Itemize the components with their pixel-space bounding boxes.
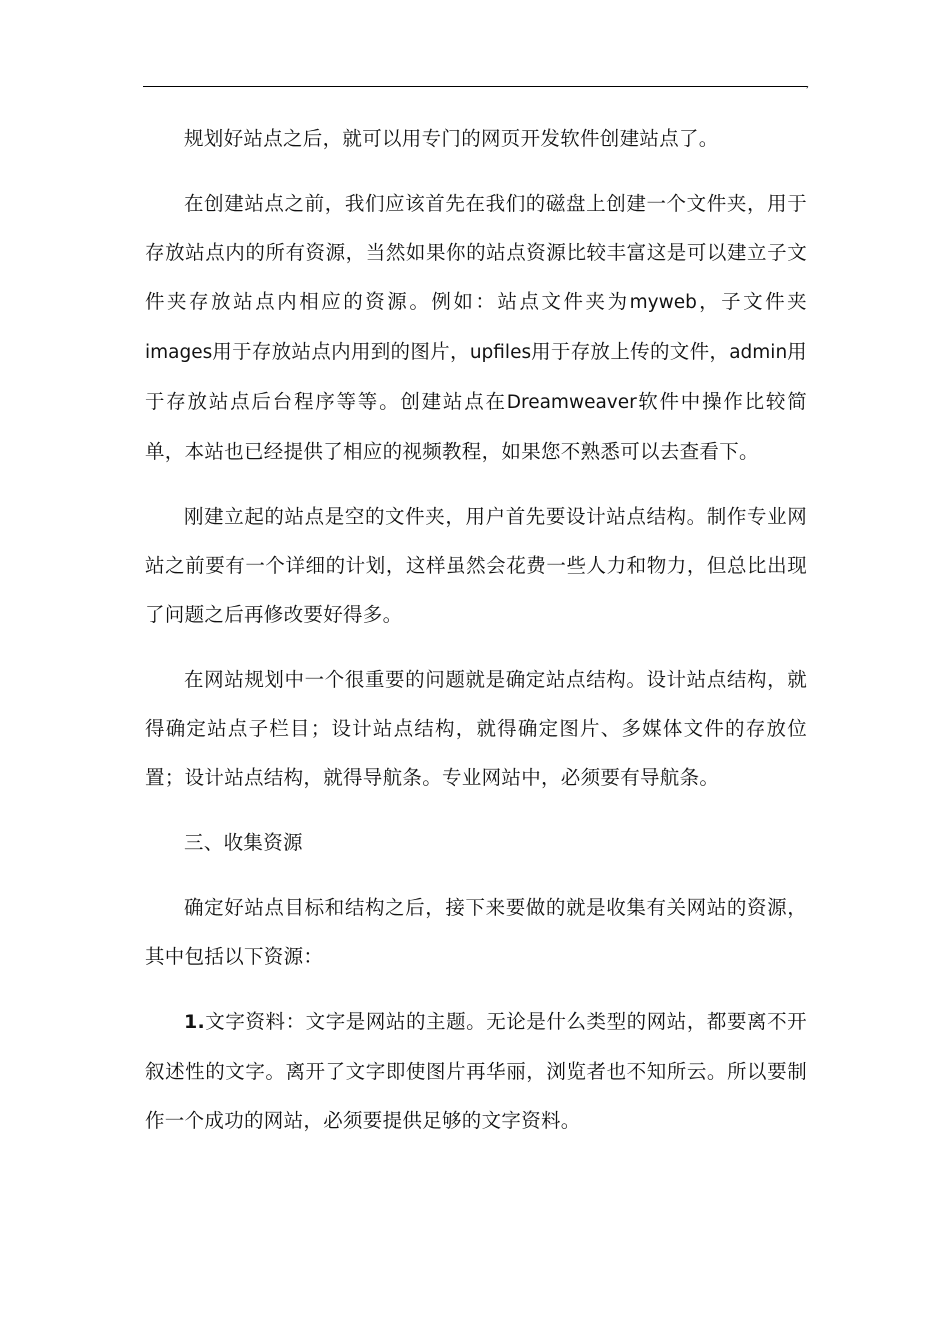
paragraph-1: 规划好站点之后，就可以用专门的网页开发软件创建站点了。 (184, 127, 719, 150)
header-rule (143, 86, 808, 87)
paragraph-2-text-a: 在创建站点之前，我们应该首先在我们的磁盘上创建一个文件夹，用于存放站点内的所有资源，当然如果你的站点资源比较丰富这是可以建立子文件夹存放站点内相应的资源。例如：站点文件夹为 (145, 192, 807, 313)
paragraph-2-text-f: 软件中操作比较简单，本站也已经提供了相应的视频教程，如果您不熟悉可以去查看下。 (145, 390, 807, 463)
section-heading-collect-resources: 三、收集资源 (184, 831, 303, 854)
document-body (145, 114, 807, 1161)
paragraph-7-text: 文字资料：文字是网站的主题。无论是什么类型的网站，都要离不开叙述性的文字。离开了文字即使图片再华丽，浏览者也不知所云。所以要制作一个成功的网站，必须要提供足够的文字资料。 (145, 1010, 807, 1132)
term-dreamweaver: Dreamweaver (506, 392, 637, 413)
header-mark: , (806, 79, 810, 90)
paragraph-7 (145, 997, 807, 1145)
paragraph-2-text-c: 用于存放站点内用到的图片， (212, 340, 470, 363)
list-number: 1. (184, 1011, 206, 1033)
paragraph-2-text-e: 用于存放站点后台程序等等。创建站点在 (145, 340, 807, 413)
term-images: images (145, 342, 213, 363)
paragraph-4: 在网站规划中一个很重要的问题就是确定站点结构。设计站点结构，就得确定站点子栏目；设计站点结构，就得确定图片、多媒体文件的存放位置；设计站点结构，就得导航条。专业网站中，必须要有导航条。 (145, 668, 807, 789)
term-myweb: myweb (629, 292, 697, 313)
paragraph-3: 刚建立起的站点是空的文件夹，用户首先要设计站点结构。制作专业网站之前要有一个详细的计划，这样虽然会花费一些人力和物力，但总比出现了问题之后再修改要好得多。 (145, 505, 807, 626)
paragraph-6: 确定好站点目标和结构之后，接下来要做的就是收集有关网站的资源，其中包括以下资源： (145, 896, 807, 968)
paragraph-2-text-b: ，子文件夹 (696, 290, 807, 313)
paragraph-2 (145, 179, 807, 476)
paragraph-2-text-d: 用于存放上传的文件， (531, 340, 730, 363)
term-admin: admin (729, 342, 788, 363)
term-upfiles: upfiles (469, 342, 532, 363)
